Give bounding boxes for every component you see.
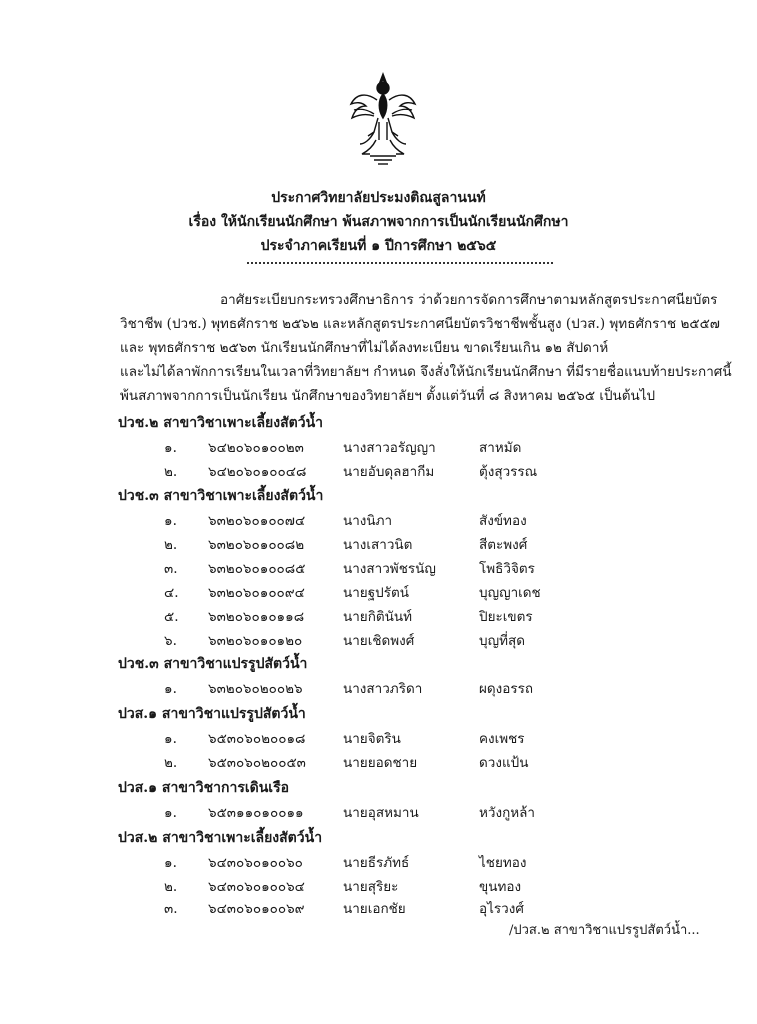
row-number: ๔. (164, 585, 179, 601)
student-id: ๖๔๓๐๖๐๑๐๐๖๔ (208, 879, 305, 895)
student-first-name: นายจิตริน (343, 731, 401, 747)
list-item (0, 728, 757, 750)
student-id: ๖๓๒๐๖๐๑๐๑๒๐ (208, 633, 303, 649)
list-item (0, 606, 757, 628)
section-title: ปวช.๓ สาขาวิชาแปรรูปสัตว์น้ำ (118, 656, 308, 672)
student-id: ๖๔๒๐๖๐๑๐๐๒๓ (208, 440, 304, 456)
student-last-name: ปิยะเขตร (479, 609, 533, 625)
student-id: ๖๓๒๐๖๐๑๐๑๑๘ (208, 609, 305, 625)
list-item (0, 898, 757, 920)
list-item (0, 802, 757, 824)
list-item (0, 437, 757, 459)
row-number: ๑. (164, 513, 177, 529)
row-number: ๑. (164, 731, 177, 747)
row-number: ๓. (164, 901, 178, 917)
garuda-emblem-icon (348, 70, 418, 170)
student-first-name: นางนิภา (343, 513, 393, 529)
list-item (0, 582, 757, 604)
page-continuation: /ปวส.๒ สาขาวิชาแปรรูปสัตว์น้ำ... (509, 923, 700, 938)
section-title: ปวช.๓ สาขาวิชาเพาะเลี้ยงสัตว์น้ำ (118, 488, 324, 504)
student-last-name: บุญที่สุด (479, 633, 525, 649)
student-last-name: อุไรวงศ์ (479, 901, 524, 917)
section-title: ปวช.๒ สาขาวิชาเพาะเลี้ยงสัตว์น้ำ (118, 415, 324, 431)
student-last-name: สีตะพงศ์ (479, 537, 528, 553)
student-id: ๖๓๒๐๖๐๑๐๐๘๕ (208, 561, 306, 577)
student-id: ๖๔๓๐๖๐๑๐๐๖๙ (208, 901, 305, 917)
list-item (0, 876, 757, 898)
row-number: ๕. (164, 609, 179, 625)
document-title: ประกาศวิทยาลัยประมงติณสูลานนท์ (271, 190, 486, 206)
student-last-name: ขุนทอง (479, 879, 522, 895)
student-first-name: นางสาวพัชรนัญ (343, 561, 436, 577)
student-first-name: นายฐปรัตน์ (343, 585, 409, 601)
list-item (0, 630, 757, 652)
document-semester: ประจำภาคเรียนที่ ๑ ปีการศึกษา ๒๕๖๕ (260, 238, 497, 254)
student-id: ๖๔๒๐๖๐๑๐๐๔๘ (208, 464, 307, 480)
student-last-name: สาหมัด (479, 440, 522, 456)
student-last-name: ไชยทอง (479, 855, 527, 871)
row-number: ๖. (164, 633, 177, 649)
row-number: ๒. (164, 879, 178, 895)
row-number: ๒. (164, 537, 178, 553)
student-first-name: นายอับดุลฮากีม (343, 464, 435, 480)
body-line-2: วิชาชีพ (ปวช.) พุทธศักราช ๒๕๖๒ และหลักสูตรประกาศนียบัตรวิชาชีพชั้นสูง (ปวส.) พุทธศักราช ๒๕๕๗ (120, 316, 720, 332)
student-last-name: สังข์ทอง (479, 513, 527, 529)
student-last-name: บุญญาเดช (479, 585, 541, 601)
student-id: ๖๔๓๐๖๐๑๐๐๖๐ (208, 855, 303, 871)
list-item (0, 752, 757, 774)
student-id: ๖๓๒๐๖๐๒๐๐๒๖ (208, 681, 303, 697)
student-id: ๖๓๒๐๖๐๑๐๐๙๔ (208, 585, 305, 601)
student-first-name: นายเชิดพงศ์ (343, 633, 415, 649)
list-item (0, 852, 757, 874)
document-subject: เรื่อง ให้นักเรียนนักศึกษา พ้นสภาพจากการเป็นนักเรียนนักศึกษา (188, 214, 569, 230)
student-first-name: นางสาวอรัญญา (343, 440, 436, 456)
row-number: ๑. (164, 681, 177, 697)
list-item (0, 678, 757, 700)
list-item (0, 510, 757, 532)
student-first-name: นายยอดชาย (343, 755, 418, 771)
student-id: ๖๓๒๐๖๐๑๐๐๗๔ (208, 513, 306, 529)
list-item (0, 461, 757, 483)
body-line-3: และ พุทธศักราช ๒๕๖๓ นักเรียนนักศึกษาที่ไม่ได้ลงทะเบียน ขาดเรียนเกิน ๑๒ สัปดาห์ (120, 340, 609, 356)
student-id: ๖๕๓๐๖๐๒๐๐๕๓ (208, 755, 306, 771)
row-number: ๓. (164, 561, 178, 577)
body-line-4: และไม่ได้ลาพักการเรียนในเวลาที่วิทยาลัยฯ กำหนด จึงสั่งให้นักเรียนนักศึกษา ที่มีรายชื่อแนบท้ายประกาศนี้ (120, 364, 732, 380)
student-last-name: ผดุงอรรถ (479, 681, 534, 697)
student-id: ๖๕๓๐๖๐๒๐๐๑๘ (208, 731, 306, 747)
student-first-name: นายอุสหมาน (343, 805, 419, 821)
student-first-name: นายธีรภัทธ์ (343, 855, 410, 871)
list-item (0, 558, 757, 580)
section-title: ปวส.๒ สาขาวิชาเพาะเลี้ยงสัตว์น้ำ (118, 830, 323, 846)
student-last-name: คงเพชร (479, 731, 525, 747)
student-id: ๖๓๒๐๖๐๑๐๐๘๒ (208, 537, 305, 553)
body-line-5: พ้นสภาพจากการเป็นนักเรียน นักศึกษาของวิทยาลัยฯ ตั้งแต่วันที่ ๘ สิงหาคม ๒๕๖๕ เป็นต้นไป (120, 388, 656, 404)
list-item (0, 534, 757, 556)
student-last-name: ตุ้งสุวรรณ (479, 464, 538, 480)
row-number: ๒. (164, 464, 178, 480)
row-number: ๑. (164, 855, 177, 871)
student-last-name: โพธิวิจิตร (479, 561, 535, 577)
student-id: ๖๕๓๑๑๐๑๐๐๑๑ (208, 805, 304, 821)
section-title: ปวส.๑ สาขาวิชาแปรรูปสัตว์น้ำ (118, 706, 306, 722)
student-first-name: นายกิตินันท์ (343, 609, 413, 625)
divider-dotted (247, 262, 553, 264)
student-first-name: นางสาวภริดา (343, 681, 423, 697)
student-last-name: หวังกูหล้า (479, 805, 535, 821)
student-first-name: นายเอกชัย (343, 901, 406, 917)
row-number: ๑. (164, 805, 177, 821)
student-last-name: ดวงแป้น (479, 755, 529, 771)
student-first-name: นางเสาวนิต (343, 537, 413, 553)
section-title: ปวส.๑ สาขาวิชาการเดินเรือ (118, 780, 290, 796)
row-number: ๒. (164, 755, 178, 771)
student-first-name: นายสุริยะ (343, 879, 399, 895)
body-line-1: อาศัยระเบียบกระทรวงศึกษาธิการ ว่าด้วยการจัดการศึกษาตามหลักสูตรประกาศนียบัตร (220, 292, 718, 308)
row-number: ๑. (164, 440, 177, 456)
